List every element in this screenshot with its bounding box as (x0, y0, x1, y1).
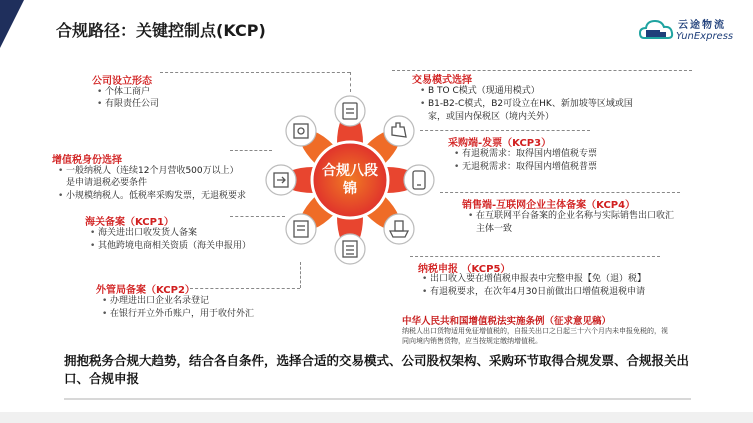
cloud-truck-icon (638, 16, 678, 46)
vat-identity-item: • 一般纳税人（连续12个月营收500万以上） (66, 165, 239, 177)
company-form-item: • 有限责任公司 (105, 98, 159, 110)
customs-filing-item: • 其他跨境电商相关资质（海关申报用） (98, 240, 251, 252)
law-title: 中华人民共和国增值税法实施条例（征求意见稿） (402, 316, 612, 327)
trade-mode-item: • B TO C模式（现通用模式） (428, 85, 540, 97)
leader-line (350, 72, 351, 92)
leader-line (410, 256, 660, 257)
trade-mode-title: 交易模式选择 (412, 75, 472, 86)
sales-filing-title: 销售端-互联网企业主体备案（KCP4） (462, 200, 636, 211)
tax-filing-item: • 出口收入要在增值税申报表中完整申报【免（退）税】 (430, 273, 646, 285)
customs-filing-title: 海关备案（KCP1） (85, 217, 174, 228)
eight-petal-diagram (265, 95, 435, 265)
leader-line (160, 72, 350, 73)
tax-filing-item: • 有退税要求，在次年4月30日前做出口增值税退税申请 (430, 286, 645, 298)
sales-filing-item: 主体一致 (476, 224, 513, 234)
vat-identity-item: • 小规模纳税人。低税率采购发票，无退税要求 (66, 190, 246, 202)
procurement-item: • 无退税需求：取得国内增值税普票 (462, 161, 597, 173)
company-logo (636, 14, 746, 54)
leader-line (230, 216, 285, 217)
leader-line (190, 288, 300, 289)
vat-identity-title: 增值税身份选择 (52, 155, 122, 166)
trade-mode-item: • B1-B2-C模式，B2可设立在HK、新加坡等区域或国 (428, 98, 633, 110)
corner-decoration (0, 0, 24, 48)
leader-line (300, 262, 301, 288)
center-label: 合规八段 锦 (322, 163, 378, 197)
company-form-item: • 个体工商户 (105, 86, 150, 98)
page-title: 合规路径：关键控制点(KCP) (56, 21, 266, 40)
logo-text-en: YunExpress (676, 31, 734, 42)
procurement-title: 采购端-发票（KCP3） (448, 138, 552, 149)
leader-line (440, 192, 680, 193)
leader-line (230, 150, 272, 151)
law-note: 纳税人出口货物适用免征增值税的，自报关出口之日起三十六个月内未申报免税的，视 同向境内销售货物，应当按规定缴纳增值税。 (402, 327, 668, 345)
forex-filing-item: • 在银行开立外币账户，用于收付外汇 (110, 308, 254, 320)
vat-identity-item: 是申请退税必要条件 (66, 178, 148, 188)
logo-text-cn: 云途物流 (678, 20, 726, 31)
sales-filing-item: • 在互联网平台备案的企业名称与实际销售出口收汇 (476, 210, 674, 222)
procurement-item: • 有退税需求：取得国内增值税专票 (462, 148, 597, 160)
footer-strip (0, 412, 753, 423)
company-form-title: 公司设立形态 (92, 76, 152, 87)
forex-filing-title: 外管局备案（KCP2） (96, 285, 195, 296)
customs-filing-item: • 海关进出口收发货人备案 (98, 227, 197, 239)
divider (64, 398, 691, 400)
forex-filing-item: • 办理进出口企业名录登记 (110, 295, 209, 307)
conclusion-text: 拥抱税务合规大趋势，结合各自条件，选择合适的交易模式、公司股权架构、采购环节取得合规发票、合规报关出口、合规申报 (64, 353, 690, 386)
leader-line (420, 130, 590, 131)
tax-filing-title: 纳税申报 （KCP5） (418, 264, 511, 275)
trade-mode-item: 家，或国内保税区（境内关外） (428, 112, 555, 122)
